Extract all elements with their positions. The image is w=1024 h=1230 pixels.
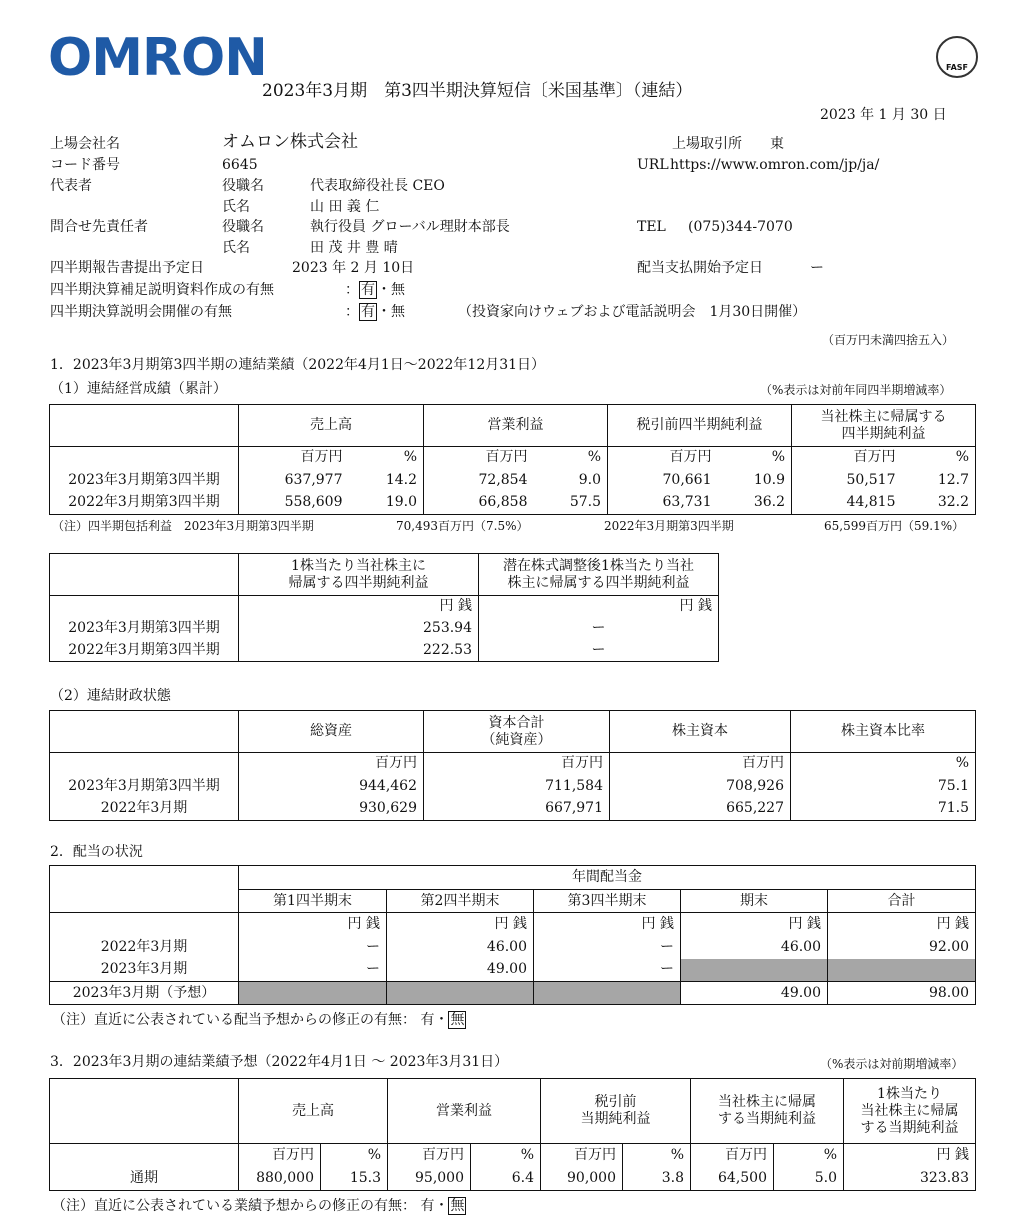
table-cell: 15.3	[321, 1167, 388, 1191]
table-cell	[50, 913, 239, 937]
label: 氏名	[222, 199, 250, 215]
table-cell	[50, 1079, 239, 1144]
table-row	[50, 959, 976, 982]
label: 役職名	[222, 219, 264, 235]
table-cell: 10.9	[718, 469, 792, 492]
text: ・	[434, 1012, 449, 1028]
text: （純資産）	[481, 731, 552, 748]
table-cell: 49.00	[387, 959, 534, 982]
table-cell: %	[902, 447, 976, 469]
table-cell: %	[774, 1144, 844, 1167]
table-row	[50, 618, 719, 640]
label: 代表者	[50, 178, 92, 194]
company-name: オムロン株式会社	[222, 132, 358, 152]
table-cell: 円 銭	[828, 913, 976, 937]
table-cell: 2022年3月期	[50, 798, 239, 821]
label: 上場取引所	[672, 136, 742, 152]
table-cell: 営業利益	[424, 405, 608, 447]
table-cell: 92.00	[828, 937, 976, 959]
table-cell: 3.8	[623, 1167, 691, 1191]
table-cell	[50, 596, 239, 618]
table-cell: %	[623, 1144, 691, 1167]
exchange: 東	[770, 136, 784, 152]
forecast-table	[49, 1078, 976, 1191]
text: 潜在株式調整後1株当たり当社	[503, 557, 694, 574]
table-cell: 2023年3月期（予想）	[50, 982, 239, 1005]
dividend-table	[49, 865, 976, 1005]
table-cell: 百万円	[610, 753, 791, 775]
table-row	[50, 492, 976, 515]
table-cell: ー	[534, 959, 681, 982]
table-cell: 第3四半期末	[534, 890, 681, 913]
financial-position-table	[49, 710, 976, 821]
table-cell: ー	[479, 640, 719, 662]
brief-note: （投資家向けウェブおよび電話説明会 1月30日開催）	[458, 304, 807, 320]
table-cell: 百万円	[239, 753, 424, 775]
table-cell: 百万円	[239, 1144, 321, 1167]
table-cell: 98.00	[828, 982, 976, 1005]
comprehensive-income-note: （注）四半期包括利益 2023年3月期第3四半期	[52, 519, 314, 533]
table-cell: 円 銭	[387, 913, 534, 937]
table-cell: 百万円	[388, 1144, 471, 1167]
label: TEL	[637, 219, 666, 235]
table-cell	[50, 405, 239, 447]
table-row	[50, 469, 976, 492]
dividend-revision-note	[52, 1011, 466, 1029]
table-cell: 百万円	[424, 447, 534, 469]
table-cell: 5.0	[774, 1167, 844, 1191]
text: ・	[377, 304, 391, 320]
table-cell: 12.7	[902, 469, 976, 492]
text: 1株当たり	[877, 1085, 942, 1102]
table-cell	[50, 447, 239, 469]
code: 6645	[222, 157, 258, 173]
table-cell: 円 銭	[479, 596, 719, 618]
table-cell: 売上高	[239, 1079, 388, 1144]
table-cell: 第1四半期末	[239, 890, 387, 913]
rep-name: 山 田 義 仁	[310, 199, 380, 215]
table-row	[50, 640, 719, 662]
table-cell: 百万円	[424, 753, 610, 775]
table-cell: 年間配当金	[239, 866, 976, 890]
text: する当期純利益	[718, 1111, 816, 1127]
section-2-title: 2．配当の状況	[50, 844, 143, 860]
subsection-title: （2）連結財政状態	[50, 688, 171, 704]
table-cell: 711,584	[424, 775, 610, 798]
text: 帰属する四半期純利益	[288, 574, 429, 591]
table-cell: 2023年3月期第3四半期	[50, 618, 239, 640]
table-cell	[50, 1144, 239, 1167]
table-cell: 2022年3月期第3四半期	[50, 640, 239, 662]
table-cell: 2022年3月期	[50, 937, 239, 959]
text: ：	[345, 282, 359, 298]
table-cell: 50,517	[792, 469, 902, 492]
omron-logo: OMRON	[48, 28, 267, 88]
table-cell: 第2四半期末	[387, 890, 534, 913]
label: 四半期決算説明会開催の有無	[50, 304, 232, 320]
table-cell: 期末	[681, 890, 828, 913]
table-cell: 百万円	[691, 1144, 774, 1167]
table-cell	[534, 982, 681, 1005]
note-value: 65,599百万円（59.1%）	[824, 519, 965, 533]
table-cell: 46.00	[681, 937, 828, 959]
pct-note: （%表示は対前年同四半期増減率）	[760, 383, 952, 397]
table-cell: 売上高	[239, 405, 424, 447]
label: 配当支払開始予定日	[637, 260, 763, 276]
table-cell: 税引前四半期純利益	[608, 405, 792, 447]
text: 株主に帰属する四半期純利益	[507, 574, 690, 591]
table-cell: 百万円	[792, 447, 902, 469]
dividend-start: ー	[810, 260, 824, 276]
table-cell	[50, 554, 239, 596]
table-cell: %	[534, 447, 608, 469]
text: ：	[345, 304, 359, 320]
label: 役職名	[222, 178, 264, 194]
table-cell: 36.2	[718, 492, 792, 515]
table-cell: 72,854	[424, 469, 534, 492]
tel: (075)344-7070	[688, 219, 793, 235]
table-cell: 708,926	[610, 775, 791, 798]
table-cell: 222.53	[239, 640, 479, 662]
table-cell: 66,858	[424, 492, 534, 515]
table-cell: 2023年3月期第3四半期	[50, 469, 239, 492]
text: 当社株主に帰属	[860, 1102, 959, 1119]
report-date: 2023 年 1 月 30 日	[820, 107, 947, 123]
text: する当期純利益	[860, 1119, 959, 1136]
text: 資本合計	[488, 714, 545, 731]
table-cell: 930,629	[239, 798, 424, 821]
table-cell: 49.00	[681, 982, 828, 1005]
table-row	[50, 798, 976, 821]
table-cell: 百万円	[608, 447, 718, 469]
supp-yes-no	[345, 281, 405, 299]
label: 氏名	[222, 240, 250, 256]
text: （注）直近に公表されている配当予想からの修正の有無：	[52, 1012, 416, 1028]
report-filing-date: 2023 年 2 月 10日	[292, 260, 415, 276]
label: 問合せ先責任者	[50, 219, 148, 235]
table-cell: 円 銭	[239, 596, 479, 618]
table-cell: 44,815	[792, 492, 902, 515]
label: URL	[637, 157, 669, 173]
table-cell: 百万円	[239, 447, 349, 469]
table-cell: %	[718, 447, 792, 469]
table-cell: 円 銭	[239, 913, 387, 937]
table-cell: 637,977	[239, 469, 349, 492]
table-cell: 64,500	[691, 1167, 774, 1191]
table-cell: 9.0	[534, 469, 608, 492]
table-cell: %	[471, 1144, 541, 1167]
table-cell: 71.5	[791, 798, 976, 821]
text: 有	[420, 1198, 435, 1214]
text: 当社株主に帰属する	[820, 408, 947, 425]
table-row	[50, 775, 976, 798]
table-cell: 253.94	[239, 618, 479, 640]
text: 無	[450, 1012, 465, 1028]
text: 四半期純利益	[841, 425, 926, 442]
table-cell: ー	[479, 618, 719, 640]
table-cell: 円 銭	[534, 913, 681, 937]
text: 有	[361, 282, 375, 298]
text: 税引前	[594, 1094, 637, 1110]
table-cell	[828, 959, 976, 982]
table-cell: 営業利益	[388, 1079, 541, 1144]
table-cell: 63,731	[608, 492, 718, 515]
contact-name: 田 茂 井 豊 晴	[310, 240, 398, 256]
text: 無	[391, 304, 405, 320]
table-cell: 32.2	[902, 492, 976, 515]
table-cell	[50, 866, 239, 913]
table-row	[50, 1167, 976, 1191]
text: 有	[361, 304, 375, 320]
note-label: 2022年3月期第3四半期	[604, 519, 734, 533]
table-cell	[50, 711, 239, 753]
table-cell: 19.0	[349, 492, 424, 515]
section-1-title: 1．2023年3月期第3四半期の連結業績（2022年4月1日～2022年12月31日）	[50, 357, 546, 373]
table-row	[50, 937, 976, 959]
table-cell: ー	[239, 937, 387, 959]
contact-title: 執行役員 グローバル理財本部長	[310, 219, 510, 235]
table-cell: 2022年3月期第3四半期	[50, 492, 239, 515]
table-cell	[239, 982, 387, 1005]
table-cell: 46.00	[387, 937, 534, 959]
table-cell	[387, 982, 534, 1005]
table-cell: 株主資本	[610, 711, 791, 753]
section-3-title: 3．2023年3月期の連結業績予想（2022年4月1日 ～ 2023年3月31日）	[50, 1054, 509, 1070]
table-cell: 百万円	[541, 1144, 623, 1167]
rep-title: 代表取締役社長 CEO	[310, 178, 445, 194]
table-cell: ー	[534, 937, 681, 959]
table-cell: 円 銭	[844, 1144, 976, 1167]
table-cell: 944,462	[239, 775, 424, 798]
table-cell	[844, 1079, 976, 1144]
table-row	[50, 982, 976, 1005]
label: 四半期報告書提出予定日	[50, 260, 204, 276]
pct-note: （%表示は対前期増減率）	[820, 1057, 964, 1071]
text: 有	[420, 1012, 435, 1028]
table-cell	[239, 554, 479, 596]
table-cell: %	[349, 447, 424, 469]
table-cell	[479, 554, 719, 596]
eps-table	[49, 553, 719, 662]
table-cell: 95,000	[388, 1167, 471, 1191]
fasf-seal-icon: FASF	[936, 36, 978, 78]
forecast-revision-note	[52, 1197, 466, 1215]
label: 上場会社名	[50, 136, 120, 152]
table-cell: 323.83	[844, 1167, 976, 1191]
document-title: 2023年3月期 第3四半期決算短信〔米国基準〕（連結）	[262, 81, 693, 101]
table-cell: 14.2	[349, 469, 424, 492]
table-cell: 558,609	[239, 492, 349, 515]
table-cell: 57.5	[534, 492, 608, 515]
table-cell: 円 銭	[681, 913, 828, 937]
text: 当社株主に帰属	[718, 1094, 816, 1110]
note-value: 70,493百万円（7.5%）	[396, 519, 529, 533]
table-cell: ー	[239, 959, 387, 982]
company-url[interactable]: https://www.omron.com/jp/ja/	[670, 157, 880, 173]
table-cell: 合計	[828, 890, 976, 913]
subsection-title: （1）連結経営成績（累計）	[50, 381, 227, 397]
table-cell	[691, 1079, 844, 1144]
table-cell: 2023年3月期第3四半期	[50, 775, 239, 798]
table-cell: 70,661	[608, 469, 718, 492]
rounding-note: （百万円未満四捨五入）	[822, 333, 955, 347]
table-cell: 総資産	[239, 711, 424, 753]
table-cell	[792, 405, 976, 447]
text: 無	[391, 282, 405, 298]
text: 当期純利益	[580, 1111, 651, 1127]
text: ・	[434, 1198, 449, 1214]
table-cell: 667,971	[424, 798, 610, 821]
text: （注）直近に公表されている業績予想からの修正の有無：	[52, 1198, 416, 1214]
table-cell: 株主資本比率	[791, 711, 976, 753]
text: 無	[450, 1198, 465, 1214]
table-cell: 880,000	[239, 1167, 321, 1191]
table-cell	[424, 711, 610, 753]
label: コード番号	[50, 157, 120, 173]
table-cell	[541, 1079, 691, 1144]
table-cell: 75.1	[791, 775, 976, 798]
table-cell: 665,227	[610, 798, 791, 821]
table-cell: %	[321, 1144, 388, 1167]
text: ・	[377, 282, 391, 298]
text: 1株当たり当社株主に	[291, 557, 426, 574]
table-cell	[50, 753, 239, 775]
table-cell: 通期	[50, 1167, 239, 1191]
label: 四半期決算補足説明資料作成の有無	[50, 282, 274, 298]
table-cell: %	[791, 753, 976, 775]
operating-results-table	[49, 404, 976, 515]
table-cell: 90,000	[541, 1167, 623, 1191]
table-cell: 6.4	[471, 1167, 541, 1191]
brief-yes-no	[345, 303, 405, 321]
table-cell: 2023年3月期	[50, 959, 239, 982]
table-cell	[681, 959, 828, 982]
